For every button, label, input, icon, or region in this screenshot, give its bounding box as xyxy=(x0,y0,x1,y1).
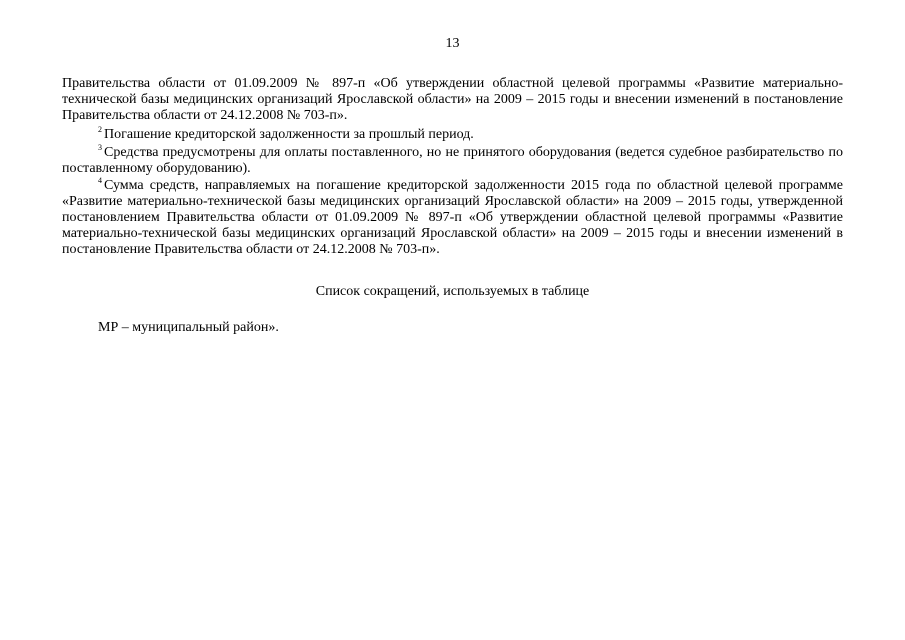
paragraph-continued: Правительства области от 01.09.2009 № 897-п «Об утверждении областной целевой программы «Развитие материально-технической базы медицинских организаций Ярославской области» на 2009 – 2015 годы и внесении изменений в постановление Правительства области от 24.12.2008 № 703-п». xyxy=(62,76,843,123)
footnote-mark: 4 xyxy=(98,176,102,186)
footnote-4 xyxy=(62,178,843,258)
footnote-text: Средства предусмотрены для оплаты поставленного, но не принятого оборудования (ведется судебное разбирательство по поставленному оборудованию). xyxy=(62,145,843,176)
footnote-2 xyxy=(62,127,843,143)
abbreviations-heading: Список сокращений, используемых в таблице xyxy=(315,284,590,299)
footnote-mark: 3 xyxy=(98,143,102,153)
page-number: 13 xyxy=(445,36,460,51)
abbreviation-item: МР – муниципальный район». xyxy=(98,320,279,335)
footnote-text: Погашение кредиторской задолженности за прошлый период. xyxy=(104,127,474,142)
footnote-3 xyxy=(62,145,843,177)
footnote-mark: 2 xyxy=(98,125,102,135)
footnote-text: Сумма средств, направляемых на погашение кредиторской задолженности 2015 года по областной целевой программе «Развитие материально-технической базы медицинских организаций Ярославской области» на 2009 – 2015 годы, утвержденной постановлением Правительства области от 01.09.2009 № 897-п «Об утверждении областной целевой программы «Развитие материально-технической базы медицинских организаций Ярославской области» на 2009 – 2015 годы и внесении изменений в постановление Правительства области от 24.12.2008 № 703-п». xyxy=(62,178,843,257)
